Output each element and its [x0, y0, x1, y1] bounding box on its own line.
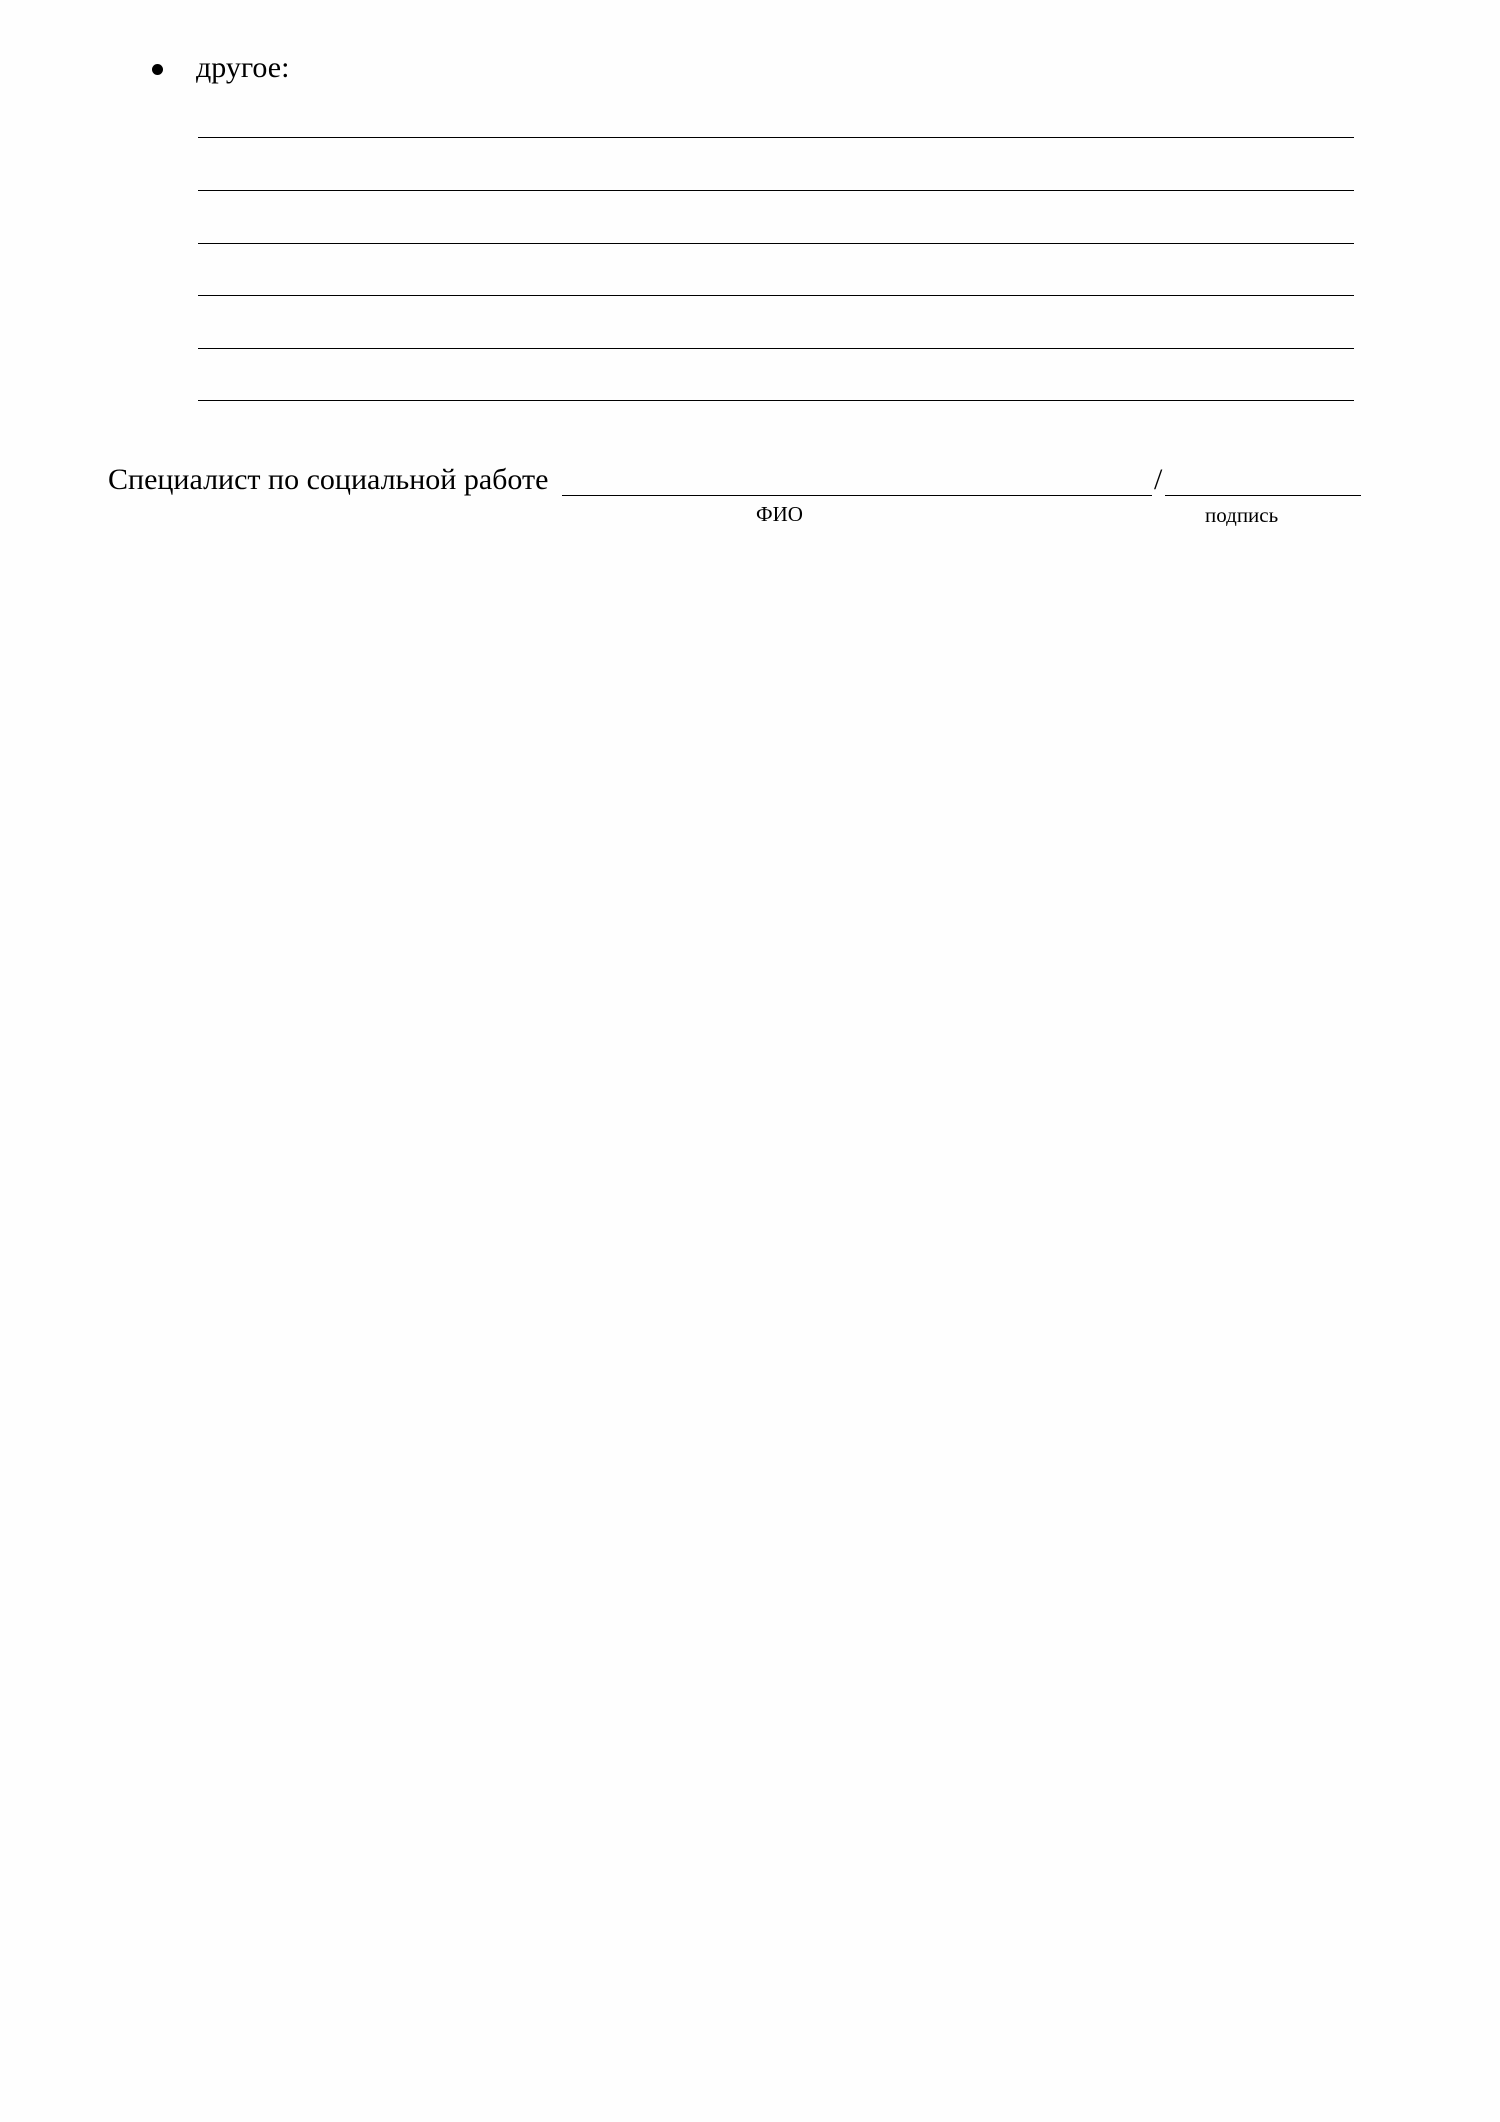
blank-line [198, 348, 1354, 349]
fio-blank-line [562, 495, 1152, 496]
fio-caption: ФИО [756, 502, 803, 526]
blank-line [198, 295, 1354, 296]
blank-line [198, 400, 1354, 401]
signature-row [108, 460, 1368, 500]
bullet-label: другое: [196, 51, 290, 84]
signature-label: Специалист по социальной работе [108, 463, 549, 496]
blank-line [198, 190, 1354, 191]
signature-blank-line [1165, 495, 1361, 496]
signature-caption: подпись [1205, 503, 1279, 527]
blank-line [198, 243, 1354, 244]
signature-separator: / [1154, 463, 1163, 496]
bullet-icon [152, 64, 163, 75]
blank-lines-area [198, 0, 1354, 410]
blank-line [198, 137, 1354, 138]
